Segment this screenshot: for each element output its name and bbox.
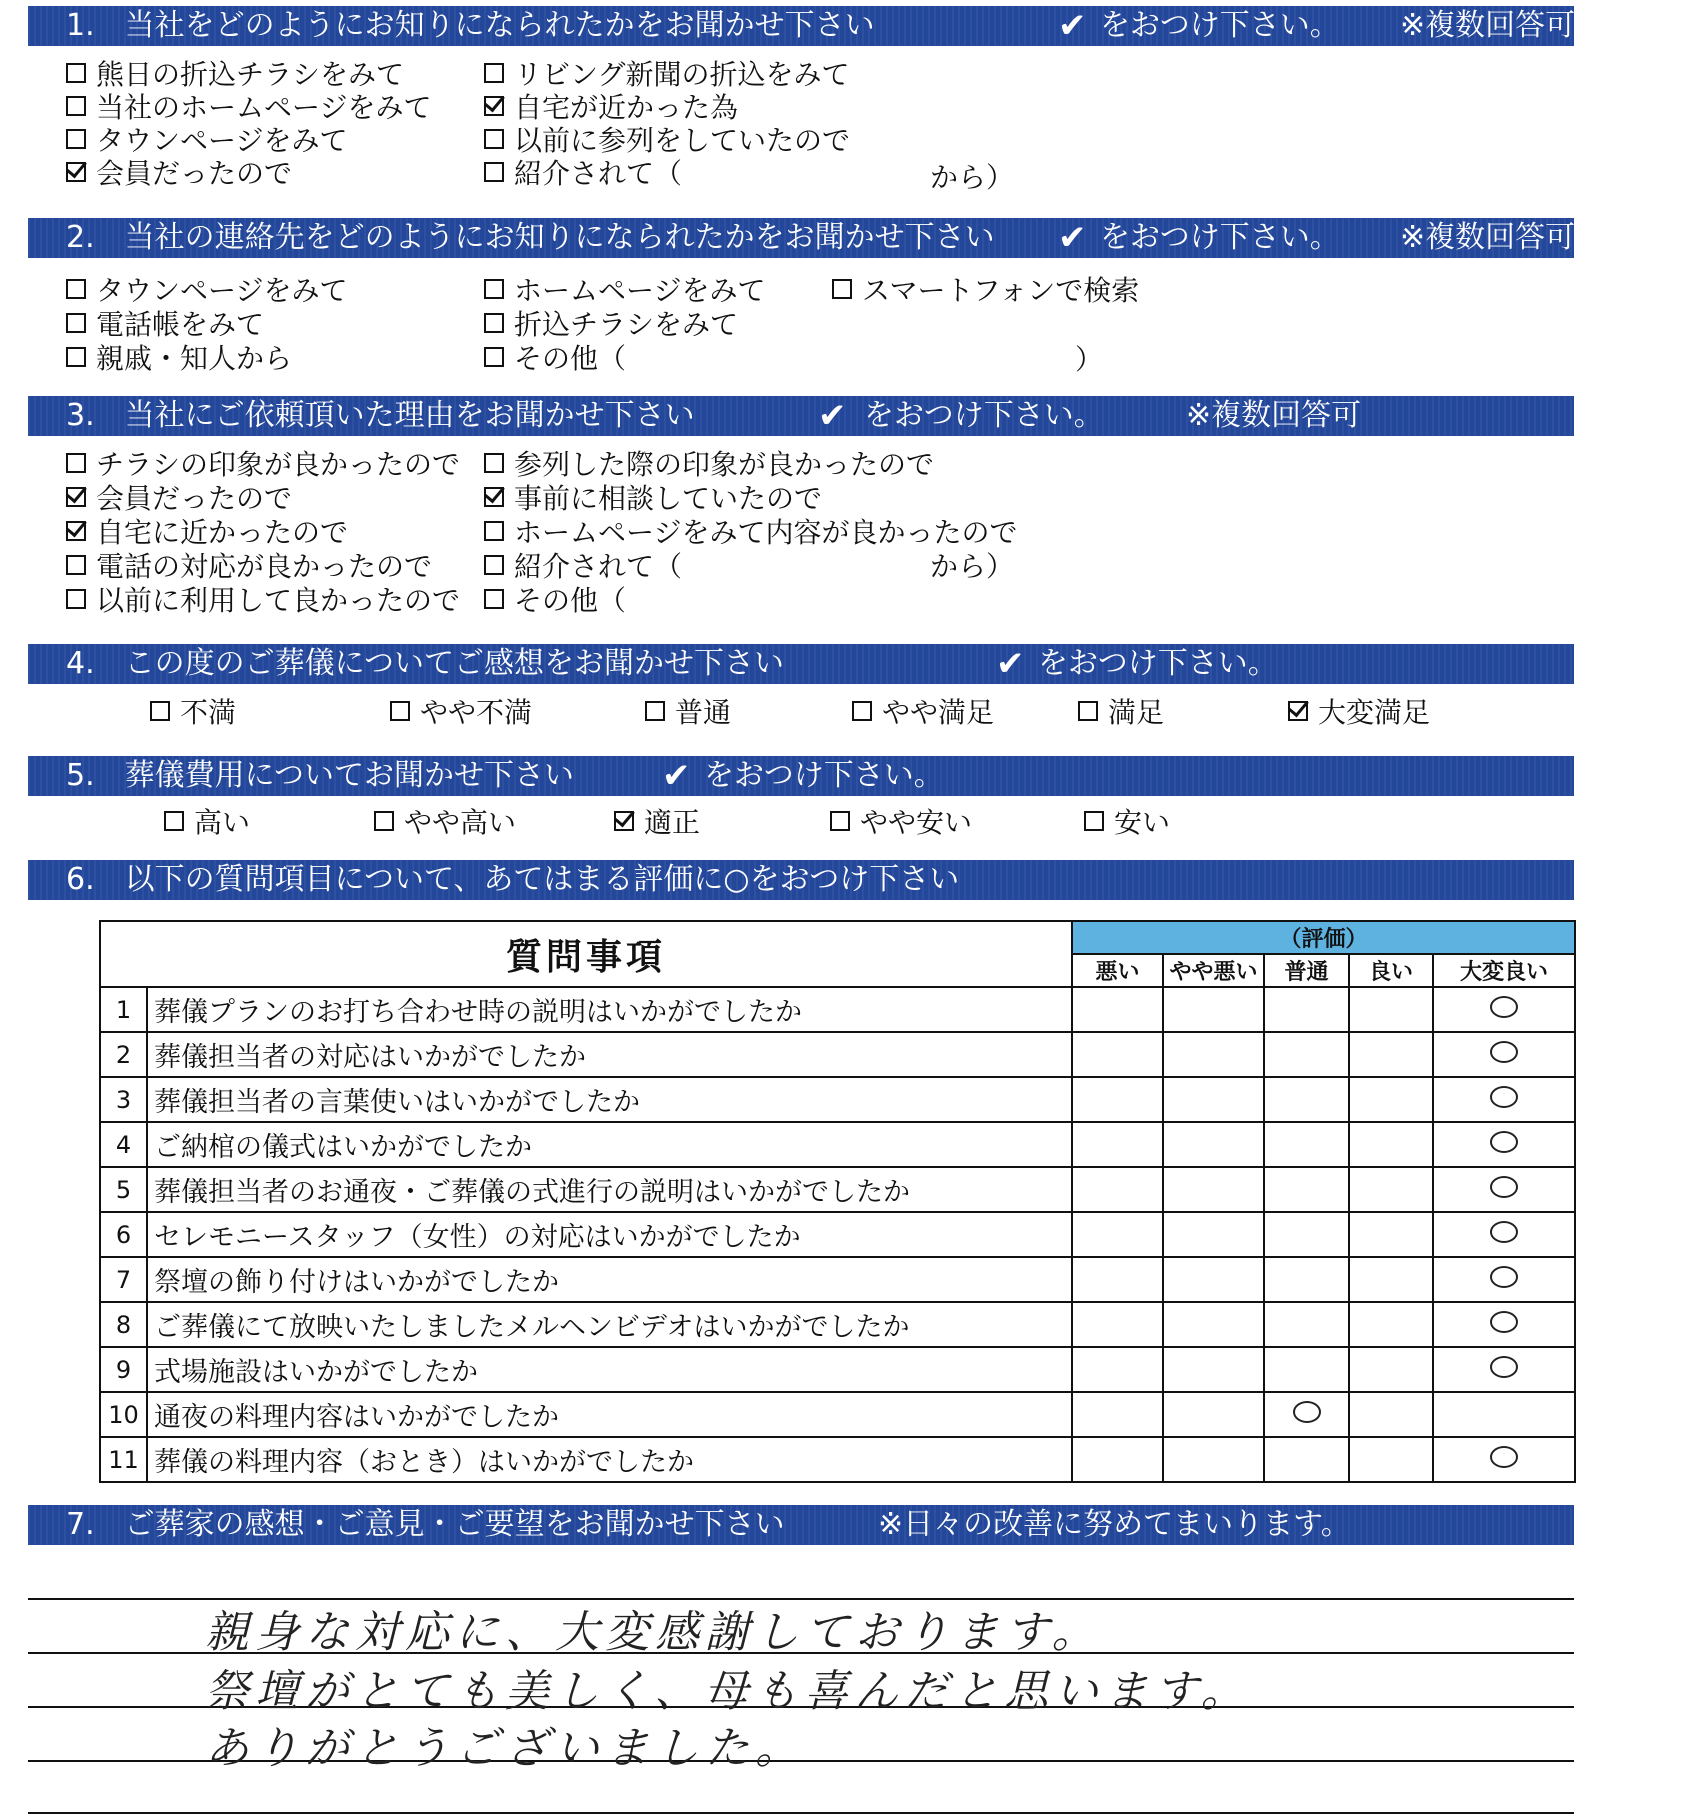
option-label: 自宅に近かったので [96, 516, 349, 549]
option-label: やや安い [860, 806, 973, 839]
section-1-title: 1. 当社をどのようにお知りになられたかをお聞かせ下さい [66, 8, 875, 43]
rating-cell-1[interactable] [1163, 1122, 1264, 1167]
option-label: 電話帳をみて [96, 308, 265, 341]
option-label: 高い [194, 806, 251, 839]
section-5-header [28, 756, 1574, 796]
rating-cell-0[interactable] [1072, 1257, 1163, 1302]
section-1-multi-note: ※複数回答可 [1400, 8, 1576, 43]
option-label: スマートフォンで検索 [862, 274, 1140, 307]
check-mark-icon: ✔ [818, 396, 847, 436]
option-s2-left-2[interactable] [66, 342, 292, 376]
satisfaction-option-3[interactable] [852, 696, 994, 730]
option-label: タウンページをみて [96, 274, 348, 307]
option-label: ホームページをみて [514, 274, 766, 307]
rating-header: （評価） [1072, 921, 1575, 954]
rating-cell-0[interactable] [1072, 1347, 1163, 1392]
satisfaction-option-5[interactable] [1288, 696, 1430, 730]
check-mark-icon: ✔ [1058, 6, 1087, 46]
comment-line-3: ありがとうございました。 [205, 1723, 805, 1774]
other-close-paren: ） [1075, 343, 1104, 376]
rating-cell-4[interactable] [1433, 1347, 1575, 1392]
circle-mark-icon [1490, 1446, 1518, 1468]
question-number: 3 [100, 1077, 147, 1122]
checkbox[interactable] [484, 521, 504, 541]
question-number: 2 [100, 1032, 147, 1077]
rating-cell-3[interactable] [1349, 1437, 1433, 1482]
option-label: 紹介されて（ [514, 157, 683, 190]
checkbox[interactable] [852, 701, 872, 721]
question-number: 4 [100, 1122, 147, 1167]
option-label: やや不満 [420, 696, 533, 729]
question-number: 10 [100, 1392, 147, 1437]
option-s1-right-0[interactable] [484, 58, 849, 92]
rating-cell-0[interactable] [1072, 1077, 1163, 1122]
checkbox[interactable] [66, 347, 86, 367]
question-number: 11 [100, 1437, 147, 1482]
section-7-header [28, 1505, 1574, 1545]
rating-col-3: 良い [1349, 954, 1433, 987]
rating-cell-1[interactable] [1163, 1437, 1264, 1482]
option-s1-right-3[interactable] [484, 157, 682, 191]
checkbox[interactable] [1084, 811, 1104, 831]
option-s3-left-3[interactable] [66, 550, 432, 584]
satisfaction-option-4[interactable] [1078, 696, 1164, 730]
section-4-title: 4. この度のご葬儀についてご感想をお聞かせ下さい [66, 646, 785, 681]
circle-mark-icon [1490, 996, 1518, 1018]
option-label: その他（ [514, 584, 627, 617]
option-s3-left-0[interactable] [66, 448, 460, 482]
rating-cell-3[interactable] [1349, 1302, 1433, 1347]
rating-cell-0[interactable] [1072, 1032, 1163, 1077]
rating-cell-3[interactable] [1349, 1212, 1433, 1257]
question-text: セレモニースタッフ（女性）の対応はいかがでしたか [147, 1212, 1072, 1257]
circle-mark-icon [1490, 1356, 1518, 1378]
question-text: 祭壇の飾り付けはいかがでしたか [147, 1257, 1072, 1302]
option-label: その他（ [514, 342, 627, 375]
rating-cell-0[interactable] [1072, 1212, 1163, 1257]
cost-option-0[interactable] [164, 806, 250, 840]
option-label: 安い [1114, 806, 1171, 839]
rating-cell-3[interactable] [1349, 1077, 1433, 1122]
rating-cell-2[interactable] [1264, 1212, 1349, 1257]
comment-line-1: 親身な対応に、大変感謝しております。 [205, 1607, 1102, 1658]
option-label: ホームページをみて内容が良かったので [514, 516, 1018, 549]
question-text: 葬儀プランのお打ち合わせ時の説明はいかがでしたか [147, 987, 1072, 1032]
checkbox[interactable] [1078, 701, 1098, 721]
rating-cell-4[interactable] [1433, 1122, 1575, 1167]
option-s3-right-2[interactable] [484, 516, 1017, 550]
question-number: 5 [100, 1167, 147, 1212]
question-number: 7 [100, 1257, 147, 1302]
section-6-header [28, 860, 1574, 900]
question-number: 9 [100, 1347, 147, 1392]
section-2-multi-note: ※複数回答可 [1400, 220, 1576, 255]
table-row [100, 1032, 1575, 1077]
checkbox[interactable] [645, 701, 665, 721]
circle-mark-icon [1490, 1176, 1518, 1198]
checkbox[interactable] [484, 162, 504, 182]
option-label: 適正 [644, 806, 701, 839]
option-label: 普通 [675, 696, 732, 729]
option-s1-right-1[interactable] [484, 91, 738, 125]
section-1-header [28, 6, 1574, 46]
section-5-title: 5. 葬儀費用についてお聞かせ下さい [66, 758, 575, 793]
rating-cell-4[interactable] [1433, 1032, 1575, 1077]
checkbox-checked[interactable] [614, 811, 634, 831]
rating-col-1: やや悪い [1163, 954, 1264, 987]
cost-option-3[interactable] [830, 806, 972, 840]
section-4-instruction: をおつけ下さい。 [1038, 646, 1278, 681]
checkbox[interactable] [66, 313, 86, 333]
checkbox[interactable] [832, 279, 852, 299]
rating-cell-4[interactable] [1433, 1302, 1575, 1347]
rating-col-4: 大変良い [1433, 954, 1575, 987]
checkbox[interactable] [66, 96, 86, 116]
rating-cell-2[interactable] [1264, 1347, 1349, 1392]
check-mark-icon: ✔ [1058, 218, 1087, 258]
rating-cell-3[interactable] [1349, 1392, 1433, 1437]
rating-cell-2[interactable] [1264, 987, 1349, 1032]
option-s1-left-3[interactable] [66, 157, 292, 191]
circle-mark-icon [1293, 1401, 1321, 1423]
rating-cell-3[interactable] [1349, 987, 1433, 1032]
section-2-header [28, 218, 1574, 258]
option-s3-right-0[interactable] [484, 448, 934, 482]
rating-cell-2[interactable] [1264, 1437, 1349, 1482]
rating-cell-1[interactable] [1163, 987, 1264, 1032]
checkbox[interactable] [66, 63, 86, 83]
checkbox[interactable] [484, 347, 504, 367]
rating-cell-3[interactable] [1349, 1167, 1433, 1212]
question-text: 葬儀担当者のお通夜・ご葬儀の式進行の説明はいかがでしたか [147, 1167, 1072, 1212]
option-label: 満足 [1108, 696, 1165, 729]
rating-cell-1[interactable] [1163, 1032, 1264, 1077]
rating-cell-0[interactable] [1072, 1302, 1163, 1347]
satisfaction-option-0[interactable] [150, 696, 236, 730]
option-label: 電話の対応が良かったので [96, 550, 433, 583]
option-s2-left-0[interactable] [66, 274, 347, 308]
comment-line-2: 祭壇がとても美しく、母も喜んだと思います。 [205, 1666, 1251, 1717]
option-label: 大変満足 [1318, 696, 1431, 729]
option-smartphone-search[interactable] [832, 274, 1139, 308]
rating-cell-4[interactable] [1433, 1077, 1575, 1122]
table-title: 質問事項 [100, 921, 1072, 987]
rating-col-0: 悪い [1072, 954, 1163, 987]
option-label: 折込チラシをみて [514, 308, 739, 341]
rating-cell-1[interactable] [1163, 1167, 1264, 1212]
checkbox-checked[interactable] [66, 487, 86, 507]
option-s1-left-0[interactable] [66, 58, 404, 92]
question-number: 6 [100, 1212, 147, 1257]
checkbox-checked[interactable] [484, 487, 504, 507]
satisfaction-option-1[interactable] [390, 696, 532, 730]
option-label: 当社のホームページをみて [96, 91, 432, 124]
section-5-instruction: をおつけ下さい。 [704, 758, 944, 793]
option-s2-left-1[interactable] [66, 308, 264, 342]
rating-cell-2[interactable] [1264, 1302, 1349, 1347]
section-3-header [28, 396, 1574, 436]
rating-cell-0[interactable] [1072, 1392, 1163, 1437]
section-3-instruction: をおつけ下さい。 [864, 398, 1104, 433]
checkbox[interactable] [830, 811, 850, 831]
question-number: 8 [100, 1302, 147, 1347]
option-label: 事前に相談していたので [514, 482, 823, 515]
section-7-note: ※日々の改善に努めてまいります。 [878, 1507, 1351, 1542]
rating-cell-1[interactable] [1163, 1347, 1264, 1392]
question-text: 式場施設はいかがでしたか [147, 1347, 1072, 1392]
rating-cell-1[interactable] [1163, 1257, 1264, 1302]
section-1-instruction: をおつけ下さい。 [1100, 8, 1340, 43]
question-text: 葬儀担当者の言葉使いはいかがでしたか [147, 1077, 1072, 1122]
rating-cell-0[interactable] [1072, 1122, 1163, 1167]
option-label: チラシの印象が良かったので [96, 448, 461, 481]
checkbox[interactable] [390, 701, 410, 721]
circle-mark-icon [1490, 1041, 1518, 1063]
rating-cell-1[interactable] [1163, 1392, 1264, 1437]
option-label: 紹介されて（ [514, 550, 683, 583]
option-s3-left-4[interactable] [66, 584, 460, 618]
option-label: 会員だったので [96, 482, 293, 515]
rating-cell-2[interactable] [1264, 1122, 1349, 1167]
option-label: 以前に利用して良かったので [96, 584, 461, 617]
table-row [100, 1392, 1575, 1437]
rating-cell-4[interactable] [1433, 1392, 1575, 1437]
rating-cell-3[interactable] [1349, 1347, 1433, 1392]
checkbox[interactable] [484, 313, 504, 333]
option-s1-right-2[interactable] [484, 124, 850, 158]
referral-from-3: から） [930, 550, 1015, 583]
rating-cell-0[interactable] [1072, 987, 1163, 1032]
section-4-header [28, 644, 1574, 684]
checkbox[interactable] [164, 811, 184, 831]
question-text: 通夜の料理内容はいかがでしたか [147, 1392, 1072, 1437]
option-label: 熊日の折込チラシをみて [96, 58, 405, 91]
rating-cell-4[interactable] [1433, 987, 1575, 1032]
option-label: 会員だったので [96, 157, 293, 190]
table-row [100, 1437, 1575, 1482]
section-2-instruction: をおつけ下さい。 [1100, 220, 1340, 255]
circle-mark-icon [1490, 1266, 1518, 1288]
rating-cell-2[interactable] [1264, 1257, 1349, 1302]
checkbox[interactable] [484, 129, 504, 149]
checkbox[interactable] [484, 279, 504, 299]
option-s3-left-1[interactable] [66, 482, 292, 516]
option-label: 参列した際の印象が良かったので [514, 448, 935, 481]
question-text: ご葬儀にて放映いたしましたメルヘンビデオはいかがでしたか [147, 1302, 1072, 1347]
option-label: リビング新聞の折込をみて [514, 58, 850, 91]
rating-cell-4[interactable] [1433, 1437, 1575, 1482]
rating-cell-4[interactable] [1433, 1167, 1575, 1212]
check-mark-icon: ✔ [662, 756, 691, 796]
checkbox-checked[interactable] [1288, 701, 1308, 721]
circle-mark-icon [1490, 1311, 1518, 1333]
circle-mark-icon [1490, 1086, 1518, 1108]
table-row [100, 1212, 1575, 1257]
option-s3-right-3[interactable] [484, 550, 682, 584]
rating-cell-2[interactable] [1264, 1167, 1349, 1212]
rating-cell-3[interactable] [1349, 1032, 1433, 1077]
option-s1-left-2[interactable] [66, 124, 347, 158]
table-row [100, 1347, 1575, 1392]
checkbox[interactable] [484, 589, 504, 609]
checkbox[interactable] [66, 589, 86, 609]
rating-cell-1[interactable] [1163, 1302, 1264, 1347]
option-label: 以前に参列をしていたので [514, 124, 851, 157]
rating-cell-1[interactable] [1163, 1077, 1264, 1122]
option-label: タウンページをみて [96, 124, 348, 157]
option-s2-mid-1[interactable] [484, 308, 738, 342]
section-3-multi-note: ※複数回答可 [1186, 398, 1362, 433]
rating-col-2: 普通 [1264, 954, 1349, 987]
checkbox[interactable] [150, 701, 170, 721]
rating-cell-3[interactable] [1349, 1122, 1433, 1167]
checkbox[interactable] [66, 453, 86, 473]
table-row [100, 1077, 1575, 1122]
cost-option-2[interactable] [614, 806, 700, 840]
option-s3-right-1[interactable] [484, 482, 822, 516]
section-3-title: 3. 当社にご依頼頂いた理由をお聞かせ下さい [66, 398, 695, 433]
option-s1-left-1[interactable] [66, 91, 431, 125]
referral-from-1: から） [930, 161, 1015, 194]
option-s2-mid-2[interactable] [484, 342, 626, 376]
rating-cell-0[interactable] [1072, 1437, 1163, 1482]
cost-option-1[interactable] [374, 806, 516, 840]
question-text: 葬儀担当者の対応はいかがでしたか [147, 1032, 1072, 1077]
option-s3-right-4[interactable] [484, 584, 626, 618]
rating-table [99, 920, 1576, 1483]
checkbox[interactable] [66, 129, 86, 149]
section-6-title: 6. 以下の質問項目について、あてはまる評価に○をおつけ下さい [66, 862, 960, 897]
checkbox[interactable] [484, 555, 504, 575]
table-row [100, 1122, 1575, 1167]
option-label: やや高い [404, 806, 517, 839]
option-label: 自宅が近かった為 [514, 91, 739, 124]
circle-mark-icon [1490, 1131, 1518, 1153]
ruled-line [28, 1812, 1574, 1814]
question-text: 葬儀の料理内容（おとき）はいかがでしたか [147, 1437, 1072, 1482]
checkbox[interactable] [66, 279, 86, 299]
rating-cell-4[interactable] [1433, 1257, 1575, 1302]
checkbox[interactable] [484, 453, 504, 473]
question-number: 1 [100, 987, 147, 1032]
option-label: 不満 [180, 696, 237, 729]
question-text: ご納棺の儀式はいかがでしたか [147, 1122, 1072, 1167]
rating-cell-4[interactable] [1433, 1212, 1575, 1257]
rating-cell-2[interactable] [1264, 1077, 1349, 1122]
checkbox-checked[interactable] [66, 162, 86, 182]
rating-cell-2[interactable] [1264, 1392, 1349, 1437]
table-row [100, 1302, 1575, 1347]
rating-cell-0[interactable] [1072, 1167, 1163, 1212]
checkbox-checked[interactable] [66, 521, 86, 541]
table-row [100, 1167, 1575, 1212]
checkbox[interactable] [66, 555, 86, 575]
section-7-title: 7. ご葬家の感想・ご意見・ご要望をお聞かせ下さい [66, 1507, 785, 1542]
section-2-title: 2. 当社の連絡先をどのようにお知りになられたかをお聞かせ下さい [66, 220, 995, 255]
option-s2-mid-0[interactable] [484, 274, 765, 308]
option-label: やや満足 [882, 696, 995, 729]
rating-cell-3[interactable] [1349, 1257, 1433, 1302]
rating-cell-2[interactable] [1264, 1032, 1349, 1077]
checkbox[interactable] [374, 811, 394, 831]
table-row [100, 1257, 1575, 1302]
circle-mark-icon [1490, 1221, 1518, 1243]
check-mark-icon: ✔ [996, 644, 1025, 684]
checkbox[interactable] [484, 63, 504, 83]
satisfaction-option-2[interactable] [645, 696, 731, 730]
option-label: 親戚・知人から [96, 342, 293, 375]
table-row [100, 987, 1575, 1032]
cost-option-4[interactable] [1084, 806, 1170, 840]
rating-cell-1[interactable] [1163, 1212, 1264, 1257]
checkbox-checked[interactable] [484, 96, 504, 116]
option-s3-left-2[interactable] [66, 516, 348, 550]
